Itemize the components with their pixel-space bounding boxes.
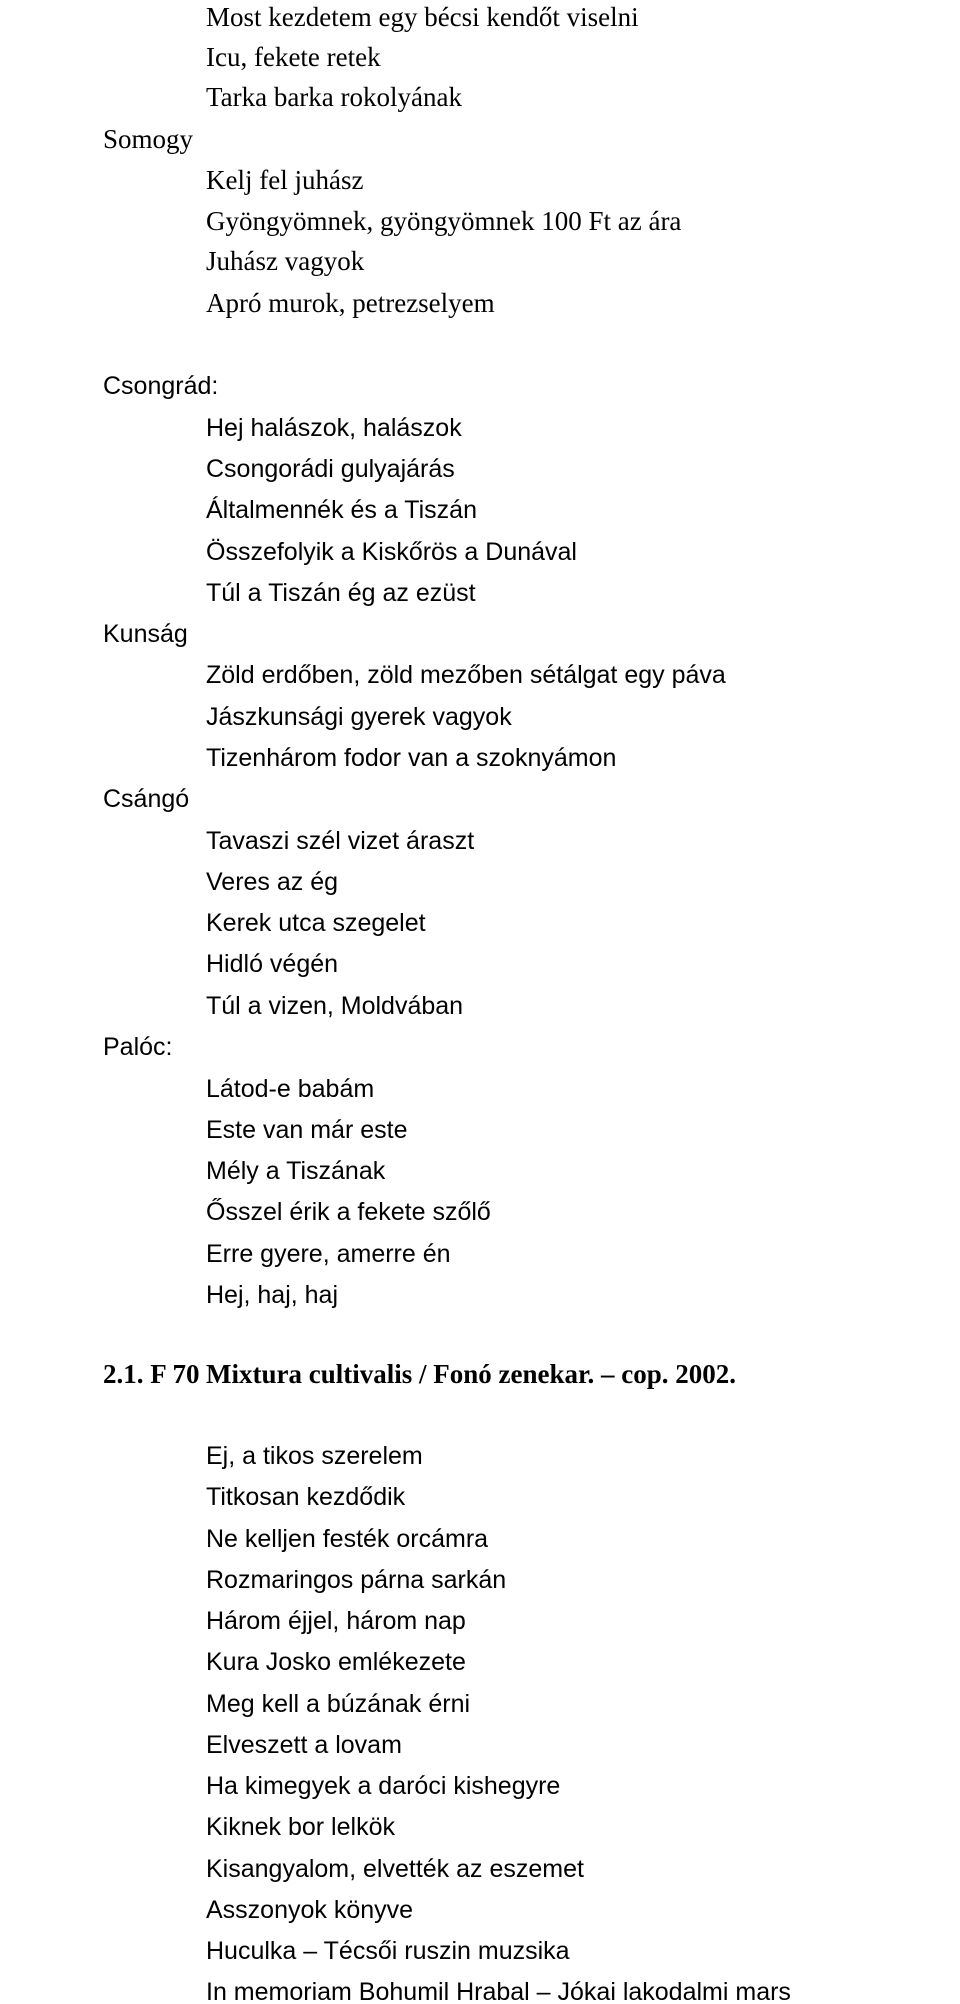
list-item: Most kezdetem egy bécsi kendőt viselni xyxy=(206,2,639,32)
entry-number: 2.1. F 70 xyxy=(103,1359,200,1389)
list-item: Jászkunsági gyerek vagyok xyxy=(206,703,512,731)
list-item: Hej halászok, halászok xyxy=(206,414,462,442)
list-item: Elveszett a lovam xyxy=(206,1731,402,1759)
list-item: Gyöngyömnek, gyöngyömnek 100 Ft az ára xyxy=(206,206,682,236)
list-item: Juhász vagyok xyxy=(206,246,365,276)
list-item: Túl a vizen, Moldvában xyxy=(206,992,464,1020)
list-item: Kisangyalom, elvették az eszemet xyxy=(206,1855,584,1883)
list-item: In memoriam Bohumil Hrabal – Jókai lakodalmi mars xyxy=(206,1978,791,2004)
section-heading-csango: Csángó xyxy=(103,785,190,813)
list-item: Kura Josko emlékezete xyxy=(206,1648,466,1676)
list-item: Összefolyik a Kiskőrös a Dunával xyxy=(206,538,577,566)
list-item: Csongorádi gulyajárás xyxy=(206,455,455,483)
list-item: Kiknek bor lelkök xyxy=(206,1813,395,1841)
list-item: Huculka – Técsői ruszin muzsika xyxy=(206,1937,570,1965)
list-item: Mély a Tiszának xyxy=(206,1157,386,1185)
list-item: Kelj fel juhász xyxy=(206,165,364,195)
list-item: Apró murok, petrezselyem xyxy=(206,288,495,318)
list-item: Veres az ég xyxy=(206,868,339,896)
list-item: Ősszel érik a fekete szőlő xyxy=(206,1198,491,1226)
section-heading-somogy: Somogy xyxy=(103,124,194,154)
section-heading-paloc: Palóc: xyxy=(103,1033,173,1061)
list-item: Ej, a tikos szerelem xyxy=(206,1442,423,1470)
list-item: Titkosan kezdődik xyxy=(206,1483,406,1511)
list-item: Tavaszi szél vizet áraszt xyxy=(206,827,475,855)
list-item: Tarka barka rokolyának xyxy=(206,82,462,112)
list-item: Látod-e babám xyxy=(206,1075,375,1103)
list-item: Meg kell a búzának érni xyxy=(206,1690,471,1718)
list-item: Ne kelljen festék orcámra xyxy=(206,1525,489,1553)
list-item: Erre gyere, amerre én xyxy=(206,1240,451,1268)
list-item: Három éjjel, három nap xyxy=(206,1607,466,1635)
list-item: Icu, fekete retek xyxy=(206,42,381,72)
list-item: Általmennék és a Tiszán xyxy=(206,496,477,524)
list-item: Asszonyok könyve xyxy=(206,1896,414,1924)
section-heading-csongrad: Csongrád: xyxy=(103,372,219,400)
section-heading-kunsag: Kunság xyxy=(103,620,188,648)
list-item: Zöld erdőben, zöld mezőben sétálgat egy páva xyxy=(206,661,726,689)
list-item: Ha kimegyek a daróci kishegyre xyxy=(206,1772,561,1800)
list-item: Kerek utca szegelet xyxy=(206,909,426,937)
list-item: Hej, haj, haj xyxy=(206,1281,339,1309)
list-item: Túl a Tiszán ég az ezüst xyxy=(206,579,476,607)
list-item: Hidló végén xyxy=(206,950,339,978)
entry-title: Mixtura cultivalis / Fonó zenekar. – cop. 2002. xyxy=(206,1359,736,1389)
list-item: Tizenhárom fodor van a szoknyámon xyxy=(206,744,617,772)
list-item: Este van már este xyxy=(206,1116,408,1144)
list-item: Rozmaringos párna sarkán xyxy=(206,1566,507,1594)
